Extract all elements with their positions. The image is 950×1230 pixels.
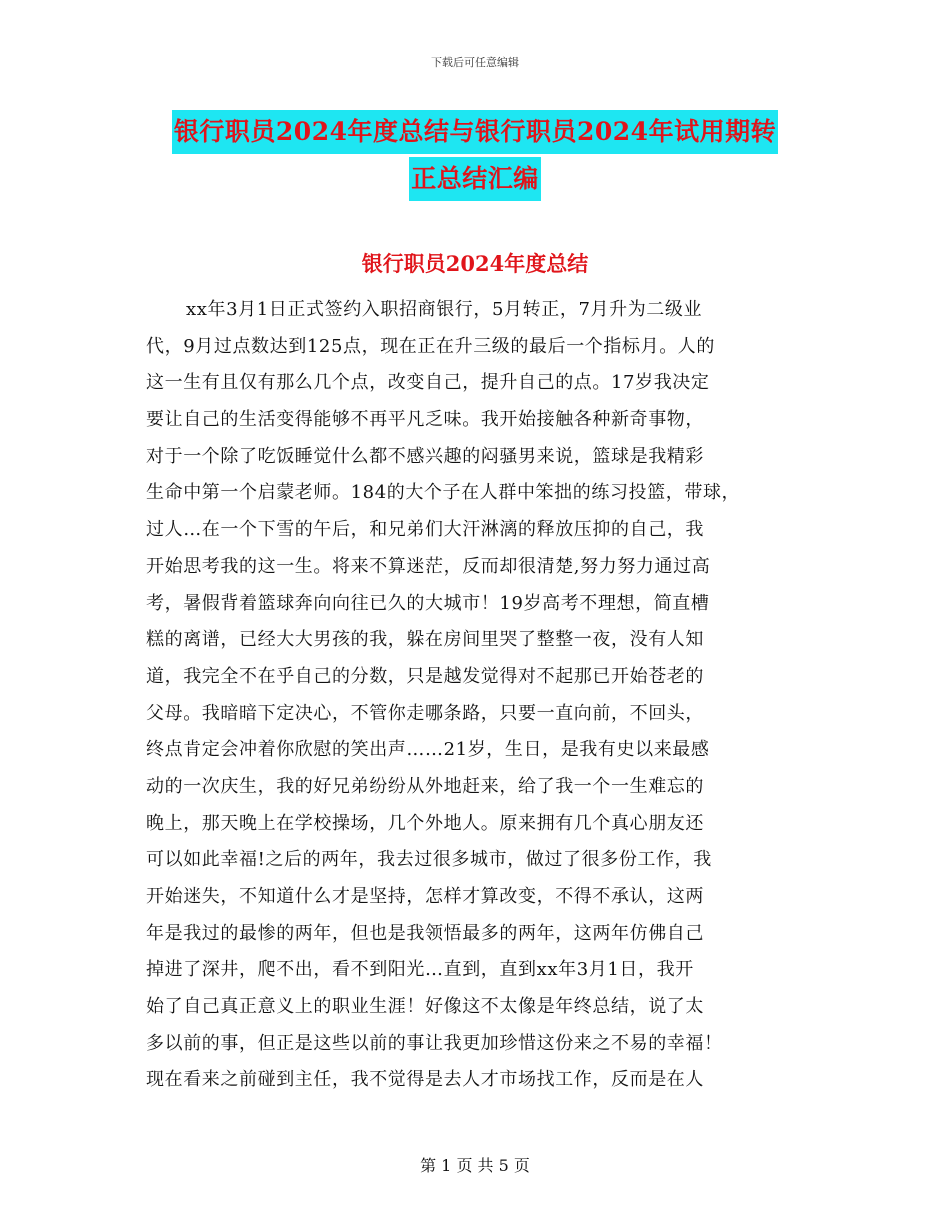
body-line: 终点肯定会冲着你欣慰的笑出声……21岁，生日，是我有史以来最感 (146, 739, 710, 761)
document-title (0, 110, 950, 204)
body-line: 道，我完全不在乎自己的分数，只是越发觉得对不起那已开始苍老的 (146, 665, 704, 687)
body-line: 代，9月过点数达到125点，现在正在升三级的最后一个指标月。人的 (146, 335, 716, 357)
title-line-2: 正总结汇编 (409, 157, 541, 201)
body-line: 开始迷失，不知道什么才是坚持，怎样才算改变，不得不承认，这两 (146, 886, 704, 907)
body-line: 考，暑假背着篮球奔向向往已久的大城市！19岁高考不理想，简直槽 (146, 592, 710, 614)
body-line: 糕的离谱，已经大大男孩的我，躲在房间里哭了整整一夜，没有人知 (146, 629, 704, 651)
body-line: 对于一个除了吃饭睡觉什么都不感兴趣的闷骚男来说，篮球是我精彩 (146, 445, 704, 467)
body-line: 动的一次庆生，我的好兄弟纷纷从外地赶来，给了我一个一生难忘的 (146, 775, 704, 797)
body-line: 可以如此幸福!之后的两年，我去过很多城市，做过了很多份工作，我 (146, 849, 712, 871)
body-line: xx年3月1日正式签约入职招商银行，5月转正，7月升为二级业 (186, 299, 703, 320)
body-line: 要让自己的生活变得能够不再平凡乏味。我开始接触各种新奇事物， (146, 409, 704, 431)
page-footer: 第 1 页 共 5 页 (420, 1156, 530, 1175)
title-line-1: 银行职员2024年度总结与银行职员2024年试用期转 (172, 110, 778, 154)
body-line: 生命中第一个启蒙老师。184的大个子在人群中笨拙的练习投篮，带球， (146, 482, 741, 504)
body-text (146, 292, 806, 1099)
page-header: 下载后可任意编辑 (431, 56, 519, 69)
body-line: 始了自己真正意义上的职业生涯！好像这不太像是年终总结，说了太 (146, 996, 704, 1018)
body-line: 晚上，那天晚上在学校操场，几个外地人。原来拥有几个真心朋友还 (146, 812, 704, 834)
section-heading: 银行职员2024年度总结 (361, 251, 589, 276)
body-line: 开始思考我的这一生。将来不算迷茫，反而却很清楚,努力努力通过高 (146, 555, 711, 577)
body-line: 现在看来之前碰到主任，我不觉得是去人才市场找工作，反而是在人 (146, 1069, 704, 1091)
body-line: 多以前的事，但正是这些以前的事让我更加珍惜这份来之不易的幸福！ (146, 1032, 723, 1054)
body-line: 年是我过的最惨的两年，但也是我领悟最多的两年，这两年仿佛自己 (146, 922, 704, 944)
body-line: 过人…在一个下雪的午后，和兄弟们大汗淋漓的释放压抑的自己，我 (146, 519, 704, 541)
body-line: 这一生有且仅有那么几个点，改变自己，提升自己的点。17岁我决定 (146, 372, 710, 394)
body-line: 父母。我暗暗下定决心，不管你走哪条路，只要一直向前，不回头， (146, 702, 704, 724)
body-line: 掉进了深井，爬不出，看不到阳光…直到，直到xx年3月1日，我开 (146, 959, 694, 981)
